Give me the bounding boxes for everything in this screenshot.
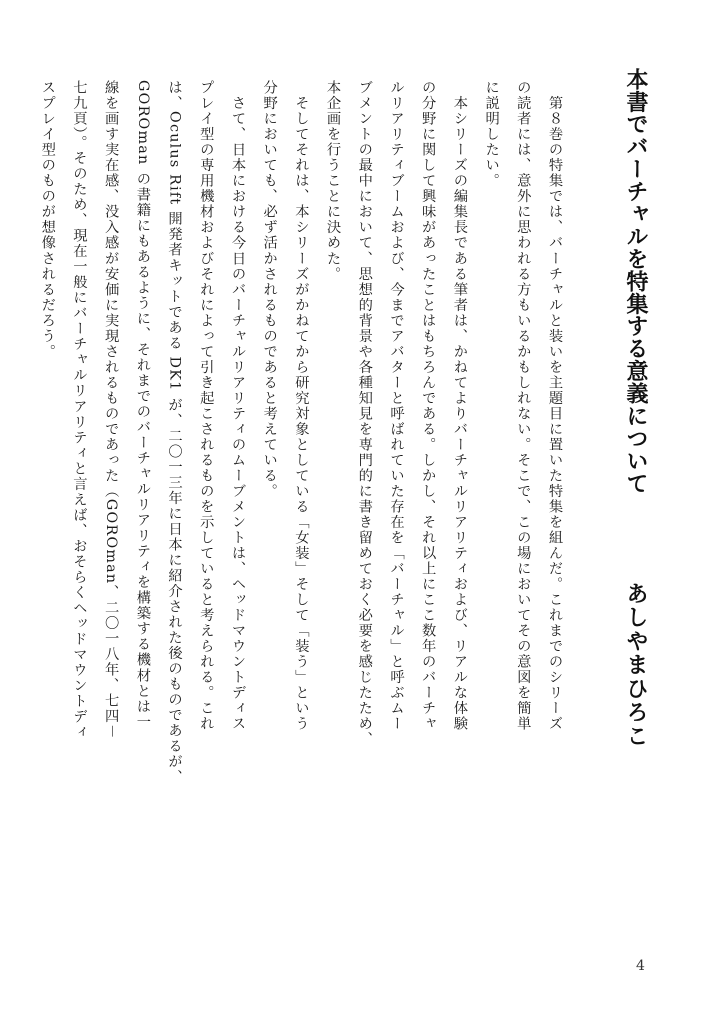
- body-line: 七九頁）。そのため、現在一般にバーチャルリアリティと言えば、おそらくヘッドマウントディ: [71, 80, 88, 741]
- body-text: [31, 80, 570, 785]
- body-line: そしてそれは、本シリーズがかねてから研究対象としている「女装」そして「装う」という: [293, 80, 310, 732]
- body-line: さて、日本における今日のバーチャルリアリティのムーブメントは、ヘッドマウントディス: [229, 80, 246, 732]
- body-line: 線を画す実在感、没入感が安価に実現されるものであった（GOROman、二〇一八年、七四－: [103, 80, 120, 740]
- body-line: 第８巻の特集では、バーチャルと装いを主題目に置いた特集を組んだ。これまでのシリーズ: [547, 80, 563, 732]
- body-line: は、Oculus Rift 開発者キットである DK1 が、二〇一三年に日本に紹介された後のものであるが、: [166, 80, 183, 786]
- body-line: プレイ型の専用機材およびそれによって引き起こされるものを示していると考えられる。これ: [198, 80, 215, 732]
- body-line: 本シリーズの編集長である筆者は、かねてよりバーチャルリアリティおよび、リアルな体験: [451, 80, 468, 732]
- body-line: ブメントの最中において、思想的背景や各種知見を専門的に書き留めておく必要を感じたため、: [356, 80, 373, 748]
- body-line: ルリアリティブームおよび、今までアバターと呼ばれていた存在を「バーチャル」と呼ぶムー: [388, 80, 405, 732]
- body-line: 本企画を行うことに決めた。: [325, 80, 342, 282]
- body-line: の読者には、意外に思われる方もいるかもしれない。そこで、この場においてその意図を簡単: [515, 80, 532, 732]
- body-line: GOROman の書籍にもあるように、それまでのバーチャルリアリティを構築する機材とは一: [134, 80, 151, 730]
- body-line: 分野においても、必ず活かされるものであると考えている。: [261, 80, 278, 499]
- article-title: 本書でバーチャルを特集する意義について: [623, 68, 648, 495]
- page-number: 4: [636, 958, 645, 974]
- body-line: スプレイ型のものが想像されるだろう。: [39, 80, 56, 360]
- body-line: の分野に関して興味があったことはもちろんである。しかし、それ以上にここ数年のバーチャ: [420, 80, 437, 732]
- body-line: に説明したい。: [483, 80, 500, 189]
- author-name: あしやまひろこ: [623, 582, 648, 749]
